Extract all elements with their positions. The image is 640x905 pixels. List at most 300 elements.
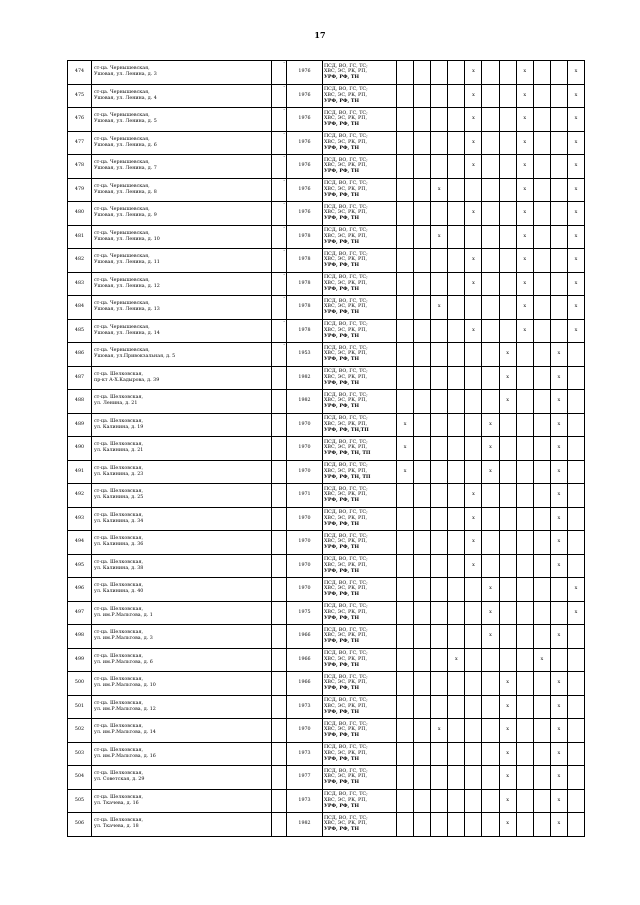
period-cell	[431, 390, 448, 414]
period-cell	[482, 155, 499, 179]
table-row	[68, 390, 585, 414]
period-cell	[516, 742, 533, 766]
dash-cell: -	[272, 225, 287, 249]
works-cell	[323, 695, 397, 719]
works-line-3: УРФ, РФ, ТН	[324, 685, 359, 692]
address-cell	[92, 390, 272, 414]
address-cell	[92, 437, 272, 461]
period-cell	[567, 719, 584, 743]
works-line-2: ХВС, ЭС, РК, РП,	[324, 186, 367, 192]
period-cell	[397, 155, 414, 179]
build-year: 1970	[287, 578, 323, 602]
table-row	[68, 296, 585, 320]
period-cell	[533, 296, 550, 320]
period-cell	[482, 554, 499, 578]
period-cell	[516, 484, 533, 508]
period-cell	[533, 625, 550, 649]
works-line-1: ПСД, ВО, ГС, ТС;	[324, 463, 368, 469]
period-cell	[482, 61, 499, 85]
period-cell	[499, 437, 516, 461]
row-number: 483	[68, 272, 92, 296]
dash-cell	[272, 672, 287, 696]
period-cell	[465, 672, 482, 696]
works-line-2: ХВС, ЭС, РК, РП,	[324, 92, 367, 98]
works-line-2: ХВС, ЭС, РК, РП,	[324, 680, 367, 686]
period-cell	[448, 61, 465, 85]
period-cell	[414, 61, 431, 85]
works-line-3: УРФ, РФ, ТН	[324, 826, 359, 833]
address-locality: ст-ца. Шелковская,	[94, 465, 143, 471]
period-cell	[465, 789, 482, 813]
address-cell	[92, 789, 272, 813]
period-cell	[550, 296, 567, 320]
period-cell	[431, 319, 448, 343]
table-row	[68, 625, 585, 649]
table-row	[68, 131, 585, 155]
works-line-1: ПСД, ВО, ГС, ТС;	[324, 698, 368, 704]
row-number: 493	[68, 507, 92, 531]
address-locality: ст-ца. Чернышевская,	[94, 89, 150, 95]
period-cell	[448, 84, 465, 108]
works-line-2: ХВС, ЭС, РК, РП,	[324, 351, 367, 357]
period-cell	[397, 719, 414, 743]
dash-cell	[272, 366, 287, 390]
period-cell: x	[550, 366, 567, 390]
period-cell	[516, 578, 533, 602]
period-cell: x	[431, 296, 448, 320]
period-cell	[431, 766, 448, 790]
row-number: 494	[68, 531, 92, 555]
period-cell: x	[567, 319, 584, 343]
period-cell	[533, 601, 550, 625]
period-cell: x	[567, 84, 584, 108]
works-line-2: ХВС, ЭС, РК, РП,	[324, 257, 367, 263]
build-year: 1970	[287, 507, 323, 531]
period-cell	[414, 531, 431, 555]
address-cell	[92, 742, 272, 766]
dash-cell	[272, 460, 287, 484]
period-cell	[533, 578, 550, 602]
address-street: ул. Калинина, д. 23	[94, 471, 144, 477]
dash-cell	[272, 554, 287, 578]
works-line-3: УРФ, РФ, ТН	[324, 497, 359, 504]
row-number: 495	[68, 554, 92, 578]
period-cell	[431, 84, 448, 108]
period-cell	[482, 84, 499, 108]
period-cell: x	[465, 249, 482, 273]
period-cell: x	[482, 460, 499, 484]
works-line-3: УРФ, РФ, ТН	[324, 661, 359, 668]
address-street: Ушовая, ул. Ленина, д. 6	[94, 142, 157, 148]
works-cell	[323, 648, 397, 672]
period-cell	[414, 648, 431, 672]
works-line-1: ПСД, ВО, ГС, ТС;	[324, 275, 368, 281]
address-locality: ст-ца. Шелковская,	[94, 653, 143, 659]
works-cell	[323, 742, 397, 766]
period-cell	[414, 343, 431, 367]
row-number: 497	[68, 601, 92, 625]
period-cell: x	[516, 272, 533, 296]
period-cell: x	[567, 601, 584, 625]
period-cell	[431, 789, 448, 813]
build-year: 1982	[287, 390, 323, 414]
works-line-3: УРФ, РФ, ТН	[324, 215, 359, 222]
dash-cell	[272, 766, 287, 790]
address-locality: ст-ца. Шелковская,	[94, 395, 143, 401]
period-cell	[465, 742, 482, 766]
period-cell: x	[499, 766, 516, 790]
period-cell: x	[499, 390, 516, 414]
row-number: 487	[68, 366, 92, 390]
period-cell	[499, 225, 516, 249]
dash-cell	[272, 625, 287, 649]
row-number: 484	[68, 296, 92, 320]
works-line-3: УРФ, РФ, ТН	[324, 97, 359, 104]
period-cell	[533, 719, 550, 743]
dash-cell: -	[272, 61, 287, 85]
period-cell	[499, 507, 516, 531]
period-cell: x	[499, 813, 516, 837]
dash-cell: -	[272, 272, 287, 296]
period-cell	[482, 813, 499, 837]
period-cell	[431, 437, 448, 461]
period-cell	[533, 131, 550, 155]
works-line-2: ХВС, ЭС, РК, РП,	[324, 727, 367, 733]
period-cell	[533, 437, 550, 461]
period-cell: x	[482, 601, 499, 625]
address-locality: ст-ца. Шелковская,	[94, 489, 143, 495]
build-year: 1970	[287, 460, 323, 484]
works-line-3: УРФ, РФ, ТН	[324, 779, 359, 786]
works-cell	[323, 249, 397, 273]
dash-cell	[272, 437, 287, 461]
period-cell: x	[550, 460, 567, 484]
period-cell: x	[465, 108, 482, 132]
address-street: ул. Калинина, д. 38	[94, 565, 144, 571]
period-cell	[499, 272, 516, 296]
address-cell	[92, 272, 272, 296]
period-cell	[448, 319, 465, 343]
build-year: 1976	[287, 178, 323, 202]
period-cell	[465, 437, 482, 461]
period-cell: x	[465, 131, 482, 155]
works-line-2: ХВС, ЭС, РК, РП,	[324, 703, 367, 709]
period-cell: x	[550, 789, 567, 813]
period-cell	[550, 202, 567, 226]
row-number: 488	[68, 390, 92, 414]
works-line-1: ПСД, ВО, ГС, ТС;	[324, 157, 368, 163]
period-cell	[448, 108, 465, 132]
works-line-1: ПСД, ВО, ГС, ТС;	[324, 627, 368, 633]
works-cell	[323, 319, 397, 343]
period-cell	[397, 672, 414, 696]
period-cell: x	[567, 272, 584, 296]
period-cell	[414, 672, 431, 696]
address-locality: ст-ца. Чернышевская,	[94, 183, 150, 189]
row-number: 485	[68, 319, 92, 343]
period-cell	[414, 460, 431, 484]
period-cell: x	[567, 249, 584, 273]
address-street: ул. им.Р.Мальтова, д. 3	[94, 636, 153, 642]
address-street: ул. Калинина, д. 36	[94, 542, 144, 548]
address-locality: ст-ца. Шелковская,	[94, 559, 143, 565]
period-cell: x	[465, 84, 482, 108]
period-cell	[499, 296, 516, 320]
period-cell	[465, 601, 482, 625]
address-cell	[92, 155, 272, 179]
row-number: 503	[68, 742, 92, 766]
dash-cell: -	[272, 202, 287, 226]
row-number: 499	[68, 648, 92, 672]
works-line-2: ХВС, ЭС, РК, РП,	[324, 116, 367, 122]
dash-cell	[272, 578, 287, 602]
table-row	[68, 366, 585, 390]
address-street: ул. Ткачева, д. 16	[94, 800, 139, 806]
period-cell: x	[397, 413, 414, 437]
period-cell	[397, 343, 414, 367]
table-row	[68, 813, 585, 837]
period-cell	[431, 108, 448, 132]
works-line-2: ХВС, ЭС, РК, РП,	[324, 539, 367, 545]
address-locality: ст-ца. Шелковская,	[94, 606, 143, 612]
period-cell	[533, 108, 550, 132]
address-cell	[92, 813, 272, 837]
period-cell	[567, 343, 584, 367]
address-cell	[92, 84, 272, 108]
build-year: 1973	[287, 789, 323, 813]
works-line-1: ПСД, ВО, ГС, ТС;	[324, 510, 368, 516]
works-line-2: ХВС, ЭС, РК, РП,	[324, 774, 367, 780]
period-cell	[550, 225, 567, 249]
table-row	[68, 742, 585, 766]
build-year: 1976	[287, 108, 323, 132]
period-cell	[431, 742, 448, 766]
works-cell	[323, 437, 397, 461]
row-number: 489	[68, 413, 92, 437]
works-cell	[323, 225, 397, 249]
period-cell: x	[465, 554, 482, 578]
address-locality: ст-ца. Шелковская,	[94, 818, 143, 824]
period-cell	[533, 554, 550, 578]
period-cell	[397, 319, 414, 343]
period-cell	[465, 390, 482, 414]
period-cell	[414, 554, 431, 578]
works-cell	[323, 672, 397, 696]
period-cell	[448, 531, 465, 555]
table-row	[68, 413, 585, 437]
dash-cell: -	[272, 155, 287, 179]
period-cell	[533, 813, 550, 837]
period-cell: x	[499, 742, 516, 766]
period-cell	[516, 413, 533, 437]
table-row	[68, 719, 585, 743]
period-cell: x	[465, 202, 482, 226]
address-cell	[92, 507, 272, 531]
period-cell	[431, 343, 448, 367]
period-cell: x	[431, 719, 448, 743]
period-cell	[516, 813, 533, 837]
works-line-2: ХВС, ЭС, РК, РП,	[324, 163, 367, 169]
period-cell	[448, 178, 465, 202]
address-cell	[92, 601, 272, 625]
row-number: 505	[68, 789, 92, 813]
period-cell	[448, 343, 465, 367]
period-cell	[448, 460, 465, 484]
row-number: 486	[68, 343, 92, 367]
page-number: 17	[314, 30, 326, 40]
period-cell	[448, 413, 465, 437]
period-cell	[414, 272, 431, 296]
address-street: Ушовая, ул. Ленина, д. 11	[94, 260, 160, 266]
period-cell: x	[516, 131, 533, 155]
address-locality: ст-ца. Шелковская,	[94, 700, 143, 706]
period-cell	[397, 484, 414, 508]
build-year: 1966	[287, 672, 323, 696]
dash-cell: -	[272, 131, 287, 155]
address-locality: ст-ца. Чернышевская,	[94, 230, 150, 236]
address-locality: ст-ца. Чернышевская,	[94, 324, 150, 330]
row-number: 491	[68, 460, 92, 484]
period-cell	[482, 648, 499, 672]
works-line-1: ПСД, ВО, ГС, ТС;	[324, 674, 368, 680]
period-cell	[431, 507, 448, 531]
period-cell	[533, 484, 550, 508]
address-locality: ст-ца. Чернышевская,	[94, 277, 150, 283]
period-cell	[448, 578, 465, 602]
period-cell	[533, 789, 550, 813]
works-cell	[323, 343, 397, 367]
address-locality: ст-ца. Шелковская,	[94, 512, 143, 518]
period-cell	[550, 178, 567, 202]
works-cell	[323, 390, 397, 414]
works-line-1: ПСД, ВО, ГС, ТС;	[324, 557, 368, 563]
period-cell: x	[550, 484, 567, 508]
table-row	[68, 578, 585, 602]
period-cell	[431, 813, 448, 837]
period-cell	[465, 460, 482, 484]
period-cell: x	[550, 625, 567, 649]
period-cell	[499, 648, 516, 672]
period-cell	[482, 249, 499, 273]
works-cell	[323, 813, 397, 837]
period-cell	[397, 366, 414, 390]
period-cell: x	[465, 319, 482, 343]
period-cell	[550, 648, 567, 672]
works-line-1: ПСД, ВО, ГС, ТС;	[324, 792, 368, 798]
address-locality: ст-ца. Шелковская,	[94, 418, 143, 424]
address-locality: ст-ца. Чернышевская,	[94, 301, 150, 307]
works-line-1: ПСД, ВО, ГС, ТС;	[324, 204, 368, 210]
period-cell	[516, 648, 533, 672]
address-cell	[92, 460, 272, 484]
address-street: ул. Ткачева, д. 18	[94, 824, 139, 830]
period-cell	[414, 437, 431, 461]
period-cell: x	[499, 343, 516, 367]
address-street: ул. Ленина, д. 21	[94, 401, 138, 407]
period-cell	[448, 296, 465, 320]
works-line-3: УРФ, РФ, ТН	[324, 285, 359, 292]
table-row	[68, 272, 585, 296]
period-cell	[482, 296, 499, 320]
period-cell	[431, 366, 448, 390]
period-cell	[567, 695, 584, 719]
table-row	[68, 225, 585, 249]
period-cell: x	[550, 766, 567, 790]
address-street: ул. Калинина, д. 19	[94, 424, 144, 430]
period-cell	[550, 319, 567, 343]
period-cell	[499, 61, 516, 85]
table-row	[68, 507, 585, 531]
period-cell	[448, 507, 465, 531]
period-cell: x	[465, 507, 482, 531]
period-cell: x	[550, 531, 567, 555]
period-cell: x	[567, 202, 584, 226]
works-line-2: ХВС, ЭС, РК, РП,	[324, 656, 367, 662]
period-cell	[482, 719, 499, 743]
table-body	[68, 61, 585, 837]
period-cell	[516, 390, 533, 414]
works-line-1: ПСД, ВО, ГС, ТС;	[324, 392, 368, 398]
period-cell	[448, 695, 465, 719]
period-cell	[448, 155, 465, 179]
period-cell	[482, 131, 499, 155]
period-cell	[397, 625, 414, 649]
period-cell	[431, 554, 448, 578]
address-street: Ушовая, ул. Ленина, д. 14	[94, 330, 160, 336]
period-cell	[397, 554, 414, 578]
period-cell	[414, 578, 431, 602]
build-year: 1978	[287, 249, 323, 273]
period-cell: x	[499, 695, 516, 719]
period-cell	[431, 202, 448, 226]
period-cell	[431, 155, 448, 179]
address-locality: ст-ца. Чернышевская,	[94, 113, 150, 119]
period-cell: x	[567, 131, 584, 155]
works-line-1: ПСД, ВО, ГС, ТС;	[324, 298, 368, 304]
period-cell: x	[499, 719, 516, 743]
dash-cell	[272, 507, 287, 531]
works-line-1: ПСД, ВО, ГС, ТС;	[324, 439, 368, 445]
period-cell	[431, 272, 448, 296]
period-cell	[567, 437, 584, 461]
works-line-2: ХВС, ЭС, РК, РП,	[324, 586, 367, 592]
period-cell: x	[465, 272, 482, 296]
address-locality: ст-ца. Шелковская,	[94, 724, 143, 730]
works-line-3: УРФ, РФ, ТН	[324, 591, 359, 598]
period-cell	[567, 672, 584, 696]
address-cell	[92, 249, 272, 273]
address-locality: ст-ца. Чернышевская,	[94, 66, 150, 72]
build-year: 1975	[287, 601, 323, 625]
period-cell	[499, 108, 516, 132]
period-cell	[397, 648, 414, 672]
build-year: 1966	[287, 648, 323, 672]
address-cell	[92, 61, 272, 85]
period-cell	[397, 202, 414, 226]
address-locality: ст-ца. Шелковская,	[94, 747, 143, 753]
period-cell	[414, 108, 431, 132]
row-number: 502	[68, 719, 92, 743]
works-line-3: УРФ, РФ, ТН	[324, 755, 359, 762]
period-cell	[533, 366, 550, 390]
period-cell	[431, 672, 448, 696]
address-street: ул. им.Р.Мальтова, д. 12	[94, 706, 156, 712]
works-line-3: УРФ, РФ, ТН	[324, 520, 359, 527]
period-cell	[516, 672, 533, 696]
dash-cell	[272, 719, 287, 743]
works-cell	[323, 554, 397, 578]
works-line-1: ПСД, ВО, ГС, ТС;	[324, 721, 368, 727]
